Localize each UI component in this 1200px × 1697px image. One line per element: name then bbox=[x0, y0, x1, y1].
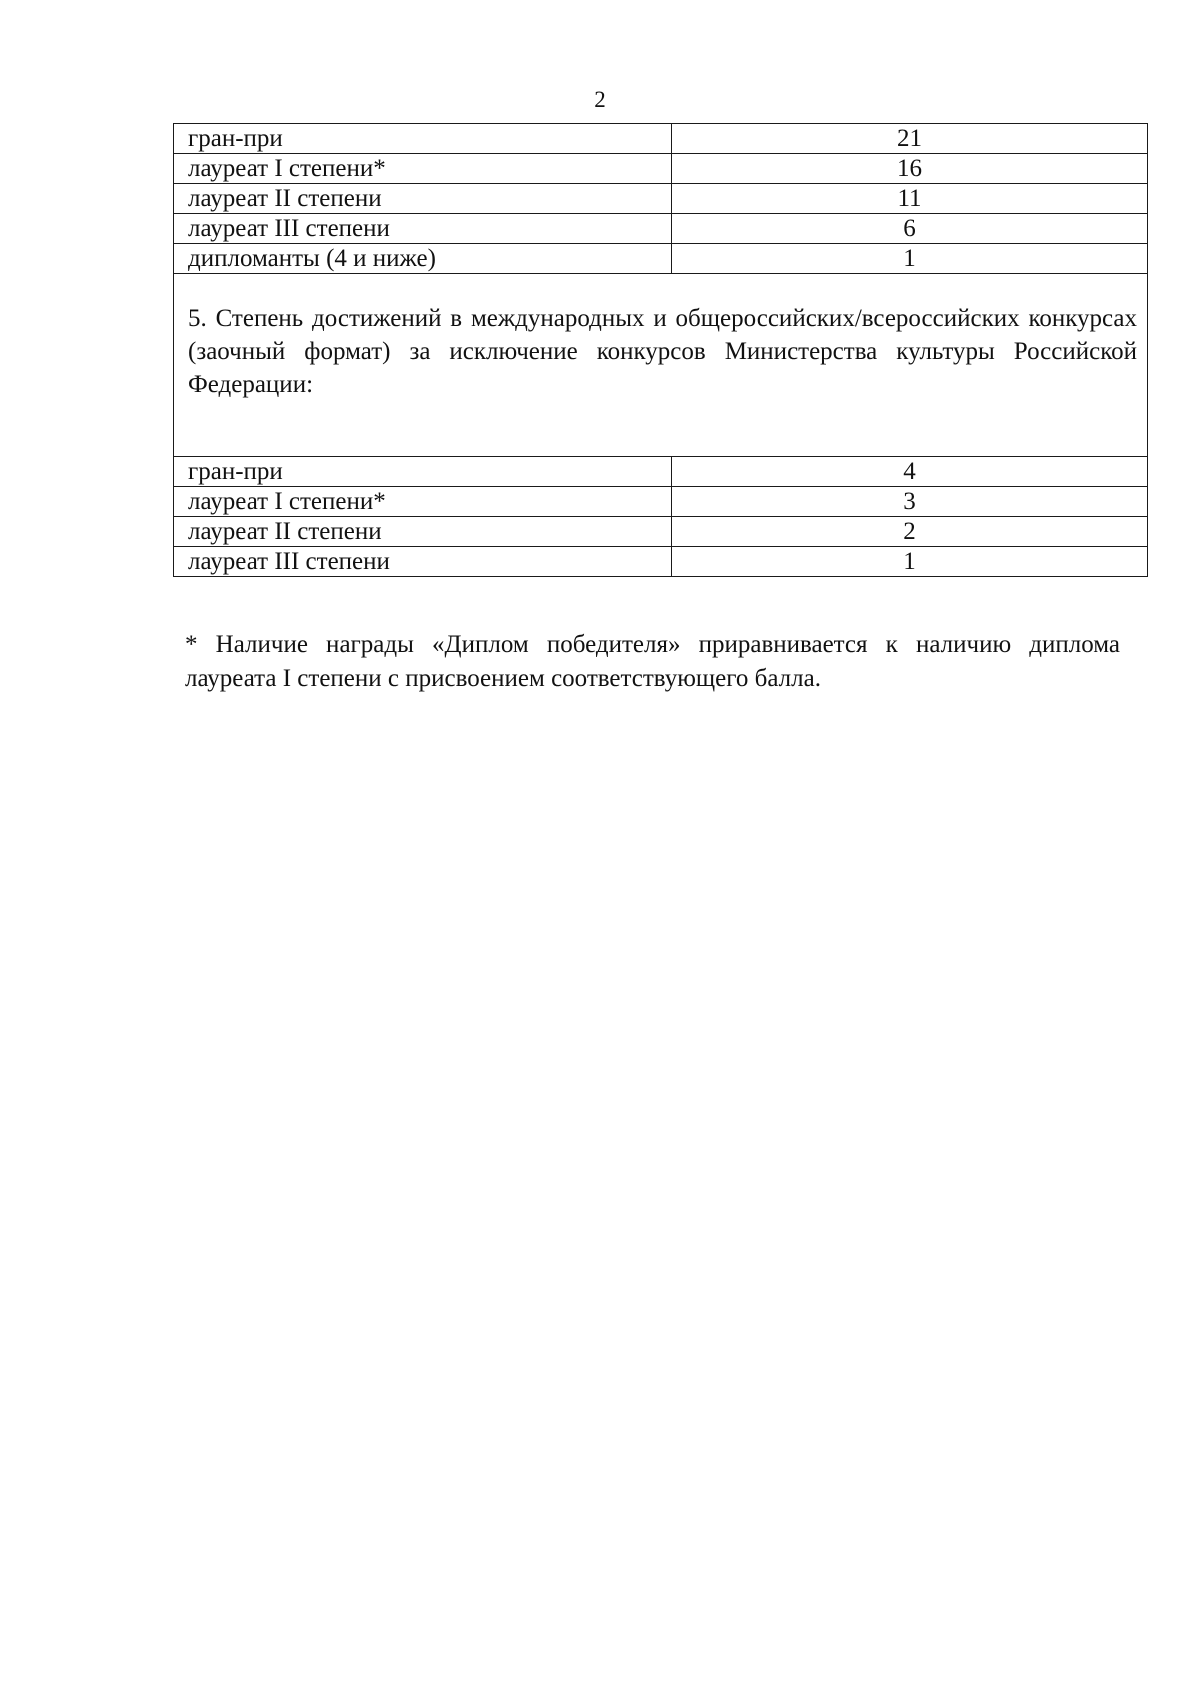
award-label: лауреат II степени bbox=[174, 517, 672, 547]
table-row bbox=[174, 487, 1148, 517]
award-label: гран-при bbox=[174, 124, 672, 154]
award-score: 1 bbox=[672, 547, 1148, 577]
award-label: лауреат III степени bbox=[174, 547, 672, 577]
award-label: лауреат III степени bbox=[174, 214, 672, 244]
table-row bbox=[174, 214, 1148, 244]
table-row bbox=[174, 124, 1148, 154]
award-score: 11 bbox=[672, 184, 1148, 214]
scoring-table bbox=[173, 123, 1148, 577]
table-row bbox=[174, 547, 1148, 577]
table-row bbox=[174, 457, 1148, 487]
table-row bbox=[174, 184, 1148, 214]
award-label: лауреат II степени bbox=[174, 184, 672, 214]
award-score: 21 bbox=[672, 124, 1148, 154]
award-label: дипломанты (4 и ниже) bbox=[174, 244, 672, 274]
award-label: лауреат I степени* bbox=[174, 487, 672, 517]
table-row bbox=[174, 244, 1148, 274]
section-5-heading: 5. Степень достижений в международных и общероссийских/всероссийских конкурсах (заочный формат) за исключение конкурсов Министерства культуры Российской Федерации: bbox=[174, 274, 1148, 457]
page-number: 2 bbox=[594, 87, 606, 112]
award-score: 3 bbox=[672, 487, 1148, 517]
table-row bbox=[174, 154, 1148, 184]
award-score: 6 bbox=[672, 214, 1148, 244]
footnote: * Наличие награды «Диплом победителя» приравнивается к наличию диплома лауреата I степени с присвоением соответствующего балла. bbox=[185, 631, 1120, 692]
award-score: 4 bbox=[672, 457, 1148, 487]
award-label: лауреат I степени* bbox=[174, 154, 672, 184]
table-row bbox=[174, 517, 1148, 547]
award-score: 16 bbox=[672, 154, 1148, 184]
award-label: гран-при bbox=[174, 457, 672, 487]
award-score: 2 bbox=[672, 517, 1148, 547]
section-heading-row bbox=[174, 274, 1148, 457]
award-score: 1 bbox=[672, 244, 1148, 274]
